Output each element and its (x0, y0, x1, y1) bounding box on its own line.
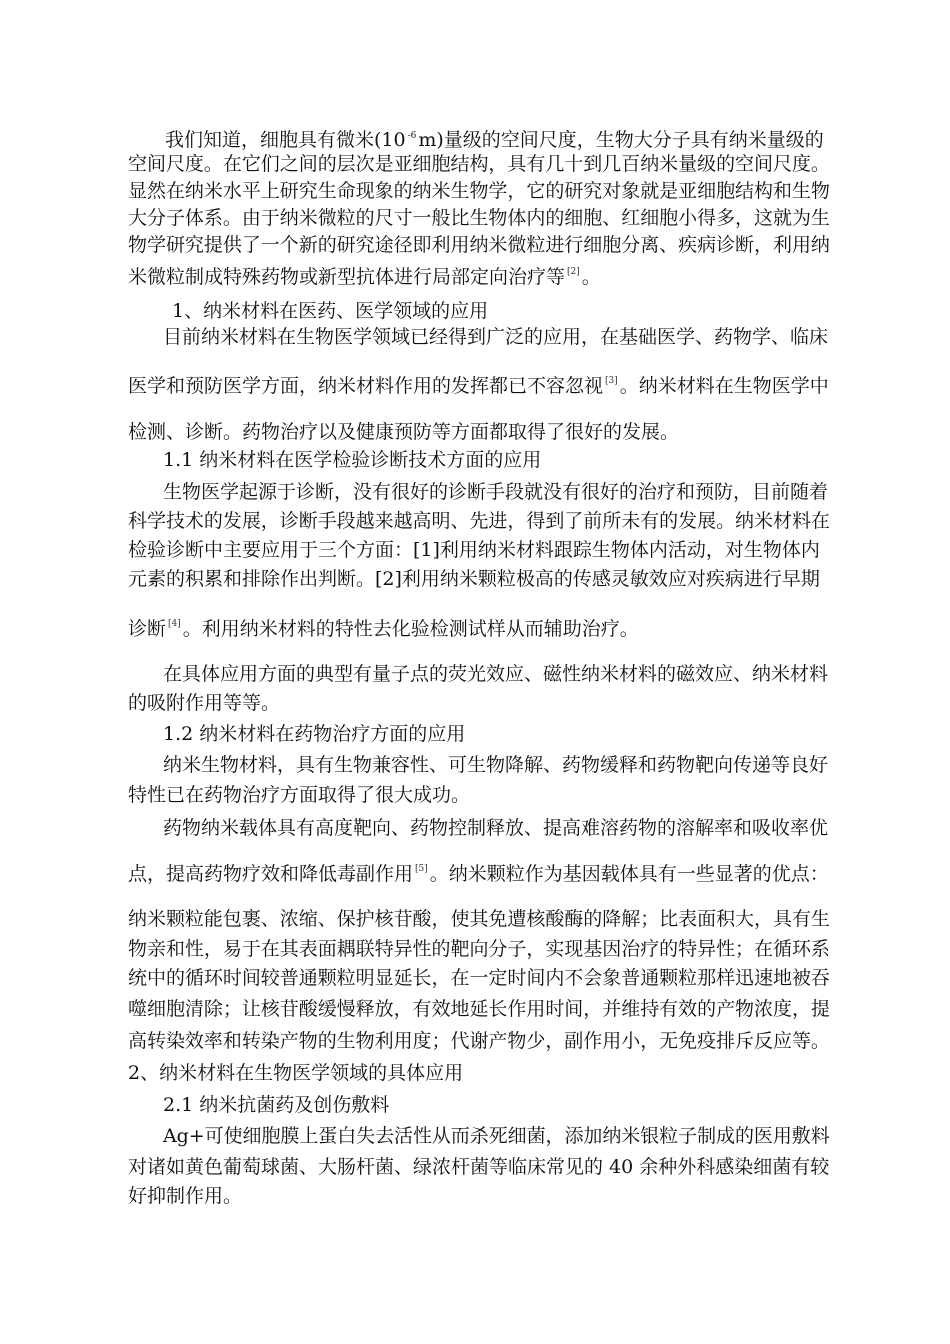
section-1-line-3: 检测、诊断。药物治疗以及健康预防等方面都取得了很好的发展。 (128, 421, 680, 443)
section-1-2-heading: 1.2 纳米材料在药物治疗方面的应用 (163, 723, 466, 745)
section-1-2-para-3-line-2: 物亲和性，易于在其表面耦联特异性的靶向分子，实现基因治疗的特异性；在循环系 (128, 938, 830, 960)
section-1-line-2 (128, 367, 829, 395)
section-1-1-line-4: 元素的积累和排除作出判断。[2]利用纳米颗粒极高的传感灵敏效应对疾病进行早期 (128, 568, 820, 590)
section-1-1-para-2-line-1: 在具体应用方面的典型有量子点的荧光效应、磁性纳米材料的磁效应、纳米材料 (163, 663, 829, 685)
section-1-2-para-3-line-5: 高转染效率和转染产物的生物利用度；代谢产物少，副作用小，无免疫排斥反应等。 (128, 1030, 830, 1052)
intro-line-5: 物学研究提供了一个新的研究途径即利用纳米微粒进行细胞分离、疾病诊断，利用纳 (128, 234, 830, 256)
section-2-1-line-3: 好抑制作用。 (128, 1185, 243, 1207)
section-2-heading: 2、纳米材料在生物医学领域的具体应用 (128, 1062, 464, 1084)
section-2-1-line-1: Ag+可使细胞膜上蛋白失去活性从而杀死细菌，添加纳米银粒子制成的医用敷料 (163, 1125, 830, 1147)
section-1-heading: 1、纳米材料在医药、医学领域的应用 (172, 300, 489, 322)
intro-exponent: -6 (407, 131, 417, 141)
intro-line-4: 大分子体系。由于纳米微粒的尺寸一般比生物体内的细胞、红细胞小得多，这就为生 (128, 207, 830, 229)
section-1-2-para-3-line-3: 统中的循环时间较普通颗粒明显延长，在一定时间内不会象普通颗粒那样迅速地被吞 (128, 967, 830, 989)
section-1-2-para-1-line-2: 特性已在药物治疗方面取得了很大成功。 (128, 784, 471, 806)
citation-5: [5] (415, 864, 428, 874)
section-1-2-para-2-line-2 (128, 855, 829, 883)
intro-line-3: 显然在纳米水平上研究生命现象的纳米生物学，它的研究对象就是亚细胞结构和生物 (128, 180, 830, 202)
section-1-line-2-text-a: 医学和预防医学方面，纳米材料作用的发挥都已不容忽视 (128, 375, 604, 397)
intro-line-6 (128, 258, 601, 286)
citation-2: [2] (567, 267, 580, 277)
intro-line-1-text-a: 我们知道，细胞具有微米(10 (165, 129, 406, 151)
section-2-1-heading: 2.1 纳米抗菌药及创伤敷料 (163, 1094, 390, 1116)
intro-line-1-text-b: m)量级的空间尺度，生物大分子具有纳米量级的 (418, 129, 824, 151)
section-1-1-line-1: 生物医学起源于诊断，没有很好的诊断手段就没有很好的治疗和预防，目前随着 (163, 481, 829, 503)
section-1-2-para-1-line-1: 纳米生物材料，具有生物兼容性、可生物降解、药物缓释和药物靶向传递等良好 (163, 754, 829, 776)
section-1-2-para-3-line-4: 噬细胞清除；让核苷酸缓慢释放，有效地延长作用时间，并维持有效的产物浓度，提 (128, 998, 830, 1020)
section-1-2-para-2-line-1: 药物纳米载体具有高度靶向、药物控制释放、提高难溶药物的溶解率和吸收率优 (163, 817, 829, 839)
section-1-1-line-3: 检验诊断中主要应用于三个方面：[1]利用纳米材料跟踪生物体内活动，对生物体内 (128, 539, 820, 561)
citation-4: [4] (168, 619, 181, 629)
section-1-line-1: 目前纳米材料在生物医学领域已经得到广泛的应用，在基础医学、药物学、临床 (163, 326, 829, 348)
intro-line-2: 空间尺度。在它们之间的层次是亚细胞结构，具有几十到几百纳米量级的空间尺度。 (128, 153, 830, 175)
section-1-2-para-2-line-2-text-b: 。纳米颗粒作为基因载体具有一些显著的优点： (429, 863, 829, 885)
section-1-2-para-2-line-2-text-a: 点，提高药物疗效和降低毒副作用 (128, 863, 414, 885)
section-1-2-para-3-line-1: 纳米颗粒能包裹、浓缩、保护核苷酸，使其免遭核酸酶的降解；比表面积大，具有生 (128, 908, 830, 930)
intro-line-6-text-a: 米微粒制成特殊药物或新型抗体进行局部定向治疗等 (128, 266, 566, 288)
section-1-1-para-2-line-2: 的吸附作用等等。 (128, 692, 281, 714)
section-1-line-2-text-b: 。纳米材料在生物医学中 (619, 375, 829, 397)
section-1-1-line-5 (128, 610, 639, 638)
section-1-1-line-5-text-b: 。利用纳米材料的特性去化验检测试样从而辅助治疗。 (182, 618, 639, 640)
intro-line-6-text-b: 。 (581, 266, 601, 288)
section-1-1-line-5-text-a: 诊断 (128, 618, 167, 640)
citation-3: [3] (605, 376, 618, 386)
section-2-1-line-2: 对诸如黄色葡萄球菌、大肠杆菌、绿浓杆菌等临床常见的 40 余种外科感染细菌有较 (128, 1156, 830, 1178)
intro-line-1 (165, 122, 824, 150)
section-1-1-line-2: 科学技术的发展，诊断手段越来越高明、先进，得到了前所未有的发展。纳米材料在 (128, 510, 830, 532)
section-1-1-heading: 1.1 纳米材料在医学检验诊断技术方面的应用 (163, 449, 542, 471)
